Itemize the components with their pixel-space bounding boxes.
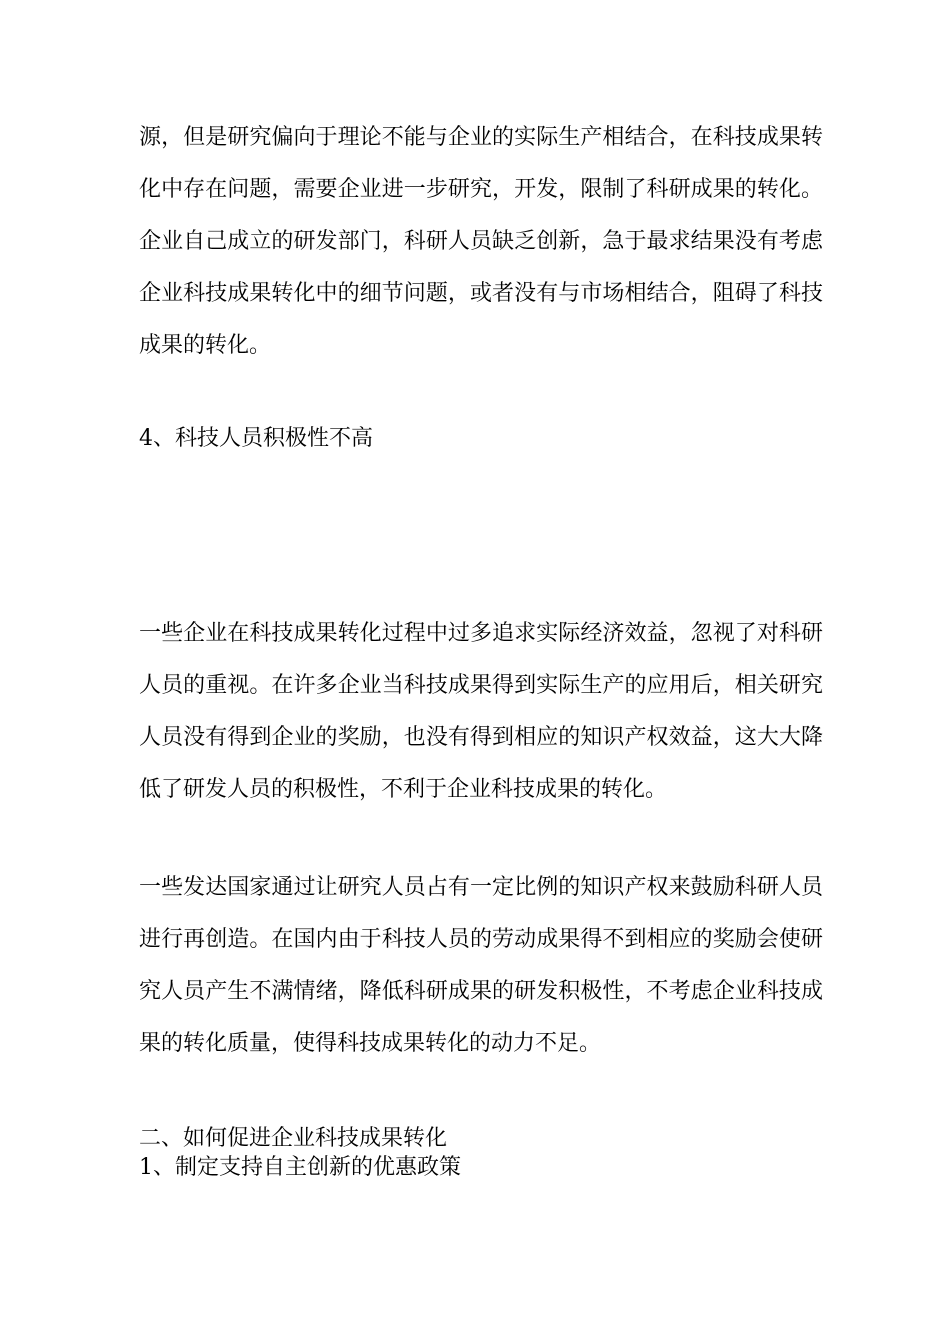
paragraph-1: 源，但是研究偏向于理论不能与企业的实际生产相结合，在科技成果转化中存在问题，需要企业进一步研究，开发，限制了科研成果的转化。企业自己成立的研发部门，科研人员缺乏创新，急于最求结果没有考虑企业科技成果转化中的细节问题，或者没有与市场相结合，阻碍了科技成果的转化。 <box>139 125 823 358</box>
subheading-1: 1、制定支持自主创新的优惠政策 <box>139 1155 461 1180</box>
paragraph-2: 一些企业在科技成果转化过程中过多追求实际经济效益，忽视了对科研人员的重视。在许多企业当科技成果得到实际生产的应用后，相关研究人员没有得到企业的奖励，也没有得到相应的知识产权效益，这大大降低了研发人员的积极性，不利于企业科技成果的转化。 <box>139 621 823 802</box>
paragraph-3: 一些发达国家通过让研究人员占有一定比例的知识产权来鼓励科研人员进行再创造。在国内由于科技人员的劳动成果得不到相应的奖励会使研究人员产生不满情绪，降低科研成果的研发积极性，不考虑企业科技成果的转化质量，使得科技成果转化的动力不足。 <box>139 875 823 1056</box>
section-heading-2: 二、如何促进企业科技成果转化 <box>139 1126 448 1151</box>
subheading-4: 4、科技人员积极性不高 <box>139 426 373 451</box>
